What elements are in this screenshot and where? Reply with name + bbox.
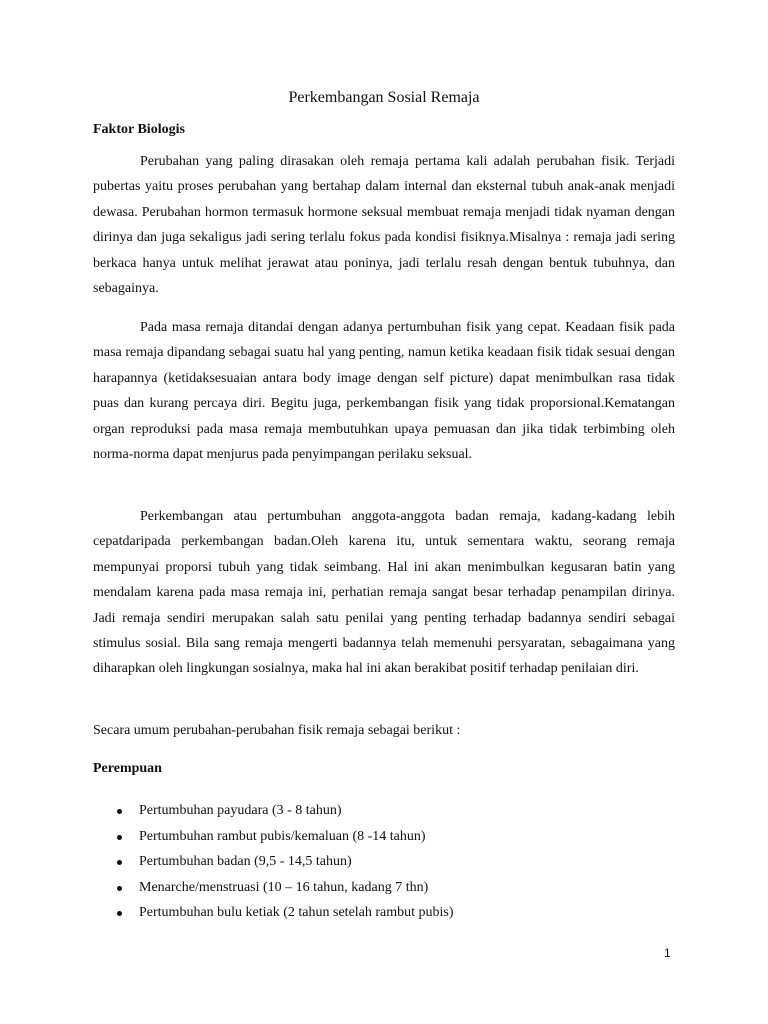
bullet-icon — [117, 860, 122, 865]
list-item — [93, 824, 675, 850]
paragraph-1: Perubahan yang paling dirasakan oleh remaja pertama kali adalah perubahan fisik. Terjadi pubertas yaitu proses perubahan yang bertahap dalam internal dan eksternal tubuh anak-anak menjadi dewasa. Perubahan hormon termasuk hormone seksual membuat remaja menjadi tidak nyaman dengan dirinya dan juga sekaligus jadi sering terlalu fokus pada kondisi fisiknya.Misalnya : remaja jadi sering berkaca hanya untuk melihat jerawat atau poninya, jadi terlalu resah dengan bentuk tubuhnya, dan sebagainya. — [93, 154, 675, 297]
intro-line: Secara umum perubahan-perubahan fisik remaja sebagai berikut : — [93, 723, 461, 738]
page-number: 1 — [664, 946, 671, 960]
list-item — [93, 849, 675, 875]
bullet-icon — [117, 911, 122, 916]
list-item — [93, 900, 675, 926]
list-item-text: Pertumbuhan rambut pubis/kemaluan (8 -14 tahun) — [139, 828, 426, 844]
bullet-icon — [117, 886, 122, 891]
paragraph-3: Perkembangan atau pertumbuhan anggota-anggota badan remaja, kadang-kadang lebih cepatdaripada perkembangan badan.Oleh karena itu, untuk sementara waktu, seorang remaja mempunyai proporsi tubuh yang tidak seimbang. Hal ini akan menimbulkan kegusaran batin yang mendalam karena pada masa remaja ini, perhatian remaja sangat besar terhadap penampilan dirinya. Jadi remaja sendiri merupakan salah satu penilai yang penting terhadap badannya sendiri sebagai stimulus sosial. Bila sang remaja mengerti badannya telah memenuhi persyaratan, sebagaimana yang diharapkan oleh lingkungan sosialnya, maka hal ini akan berakibat positif terhadap penilaian diri. — [93, 509, 675, 677]
list-item-text: Pertumbuhan payudara (3 - 8 tahun) — [139, 803, 342, 818]
section-heading: Faktor Biologis — [93, 122, 185, 137]
subheading: Perempuan — [93, 761, 162, 776]
list-item-text: Pertumbuhan bulu ketiak (2 tahun setelah rambut pubis) — [139, 905, 454, 920]
list-item — [93, 875, 675, 901]
list-item-text: Menarche/menstruasi (10 – 16 tahun, kadang 7 thn) — [139, 879, 429, 895]
bullet-icon — [117, 809, 122, 814]
bullet-list — [93, 798, 675, 926]
document-title: Perkembangan Sosial Remaja — [288, 89, 480, 106]
paragraph-2: Pada masa remaja ditandai dengan adanya pertumbuhan fisik yang cepat. Keadaan fisik pada masa remaja dipandang sebagai suatu hal yang penting, namun ketika keadaan fisik tidak sesuai dengan harapannya (ketidaksesuaian antara body image dengan self picture) dapat menimbulkan rasa tidak puas dan kurang percaya diri. Begitu juga, perkembangan fisik yang tidak proporsional.Kematangan organ reproduksi pada masa remaja membutuhkan upaya pemuasan dan jika tidak terbimbing oleh norma-norma dapat menjurus pada penyimpangan perilaku seksual. — [93, 320, 675, 463]
list-item — [93, 798, 675, 824]
list-item-text: Pertumbuhan badan (9,5 - 14,5 tahun) — [139, 854, 352, 869]
bullet-icon — [117, 835, 122, 840]
